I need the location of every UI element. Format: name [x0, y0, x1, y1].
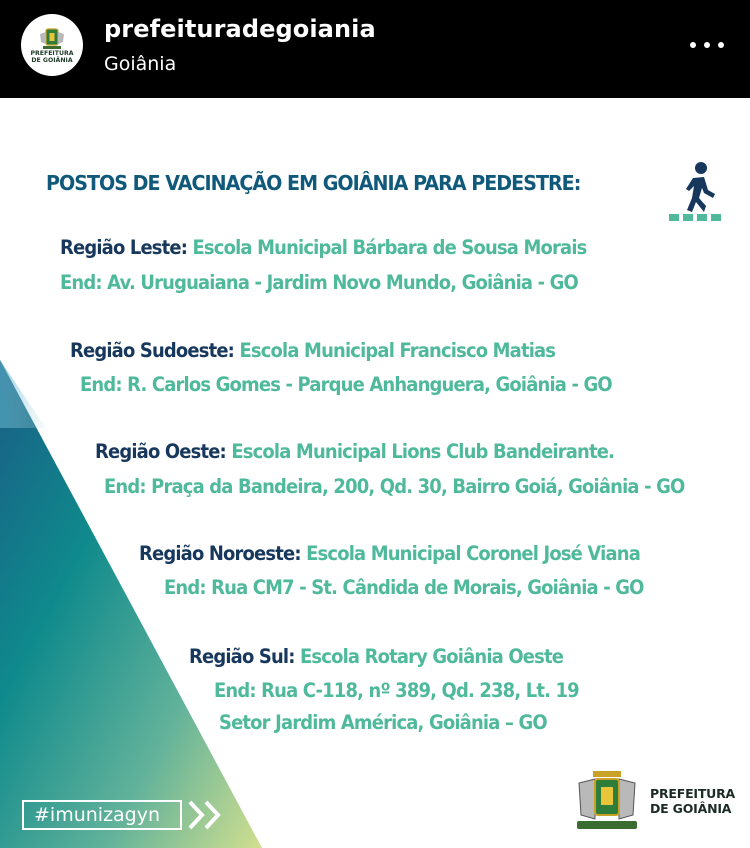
region-label: Região Sul: [189, 645, 295, 668]
address-line: End: Rua C-118, nº 389, Qd. 238, Lt. 19 [214, 679, 579, 702]
region-leste [60, 235, 586, 261]
avatar-line-1: PREFEITURA [30, 50, 74, 57]
region-label: Região Sudoeste: [70, 339, 235, 362]
region-sudoeste [70, 338, 555, 364]
post-title: POSTOS DE VACINAÇÃO EM GOIÂNIA PARA PEDESTRE: [46, 171, 581, 195]
region-label: Região Leste: [60, 236, 188, 259]
profile-avatar[interactable] [21, 14, 83, 76]
more-options-icon[interactable] [690, 34, 724, 56]
double-chevron-right-icon [186, 798, 234, 832]
dot [690, 42, 696, 48]
dot [704, 42, 710, 48]
post-header [0, 0, 750, 98]
school-name: Escola Municipal Lions Club Bandeirante. [225, 440, 615, 463]
region-noroeste [139, 541, 640, 567]
address-line: End: R. Carlos Gomes - Parque Anhanguera, Goiânia - GO [80, 373, 612, 396]
region-label: Região Noroeste: [139, 542, 301, 565]
region-sul [189, 644, 563, 670]
prefeitura-logo-icon [569, 769, 645, 835]
address-line: End: Praça da Bandeira, 200, Qd. 30, Bairro Goiá, Goiânia - GO [104, 475, 685, 498]
address-line: Setor Jardim América, Goiânia – GO [219, 711, 547, 734]
account-name[interactable]: prefeituradegoiania [104, 15, 376, 43]
region-label: Região Oeste: [95, 440, 226, 463]
hashtag-text: #imunizagyn [34, 804, 161, 826]
address-line: End: Rua CM7 - St. Cândida de Morais, Goiânia - GO [164, 576, 644, 599]
pedestrian-crossing-icon [668, 160, 724, 222]
school-name: Escola Rotary Goiânia Oeste [294, 645, 564, 668]
avatar-line-2: DE GOIÂNIA [31, 57, 73, 64]
logo-text [650, 786, 735, 816]
post-image[interactable] [0, 98, 750, 848]
post-location[interactable]: Goiânia [104, 53, 177, 75]
logo-line-2: DE GOIÂNIA [650, 801, 732, 816]
hashtag-badge [22, 800, 182, 830]
school-name: Escola Municipal Francisco Matias [234, 339, 556, 362]
region-oeste [95, 439, 614, 465]
logo-line-1: PREFEITURA [650, 786, 736, 801]
school-name: Escola Municipal Coronel José Viana [300, 542, 640, 565]
school-name: Escola Municipal Bárbara de Sousa Morais [187, 236, 587, 259]
coat-of-arms-icon [37, 26, 67, 50]
address-line: End: Av. Uruguaiana - Jardim Novo Mundo, Goiânia - GO [60, 271, 578, 294]
dot [718, 42, 724, 48]
